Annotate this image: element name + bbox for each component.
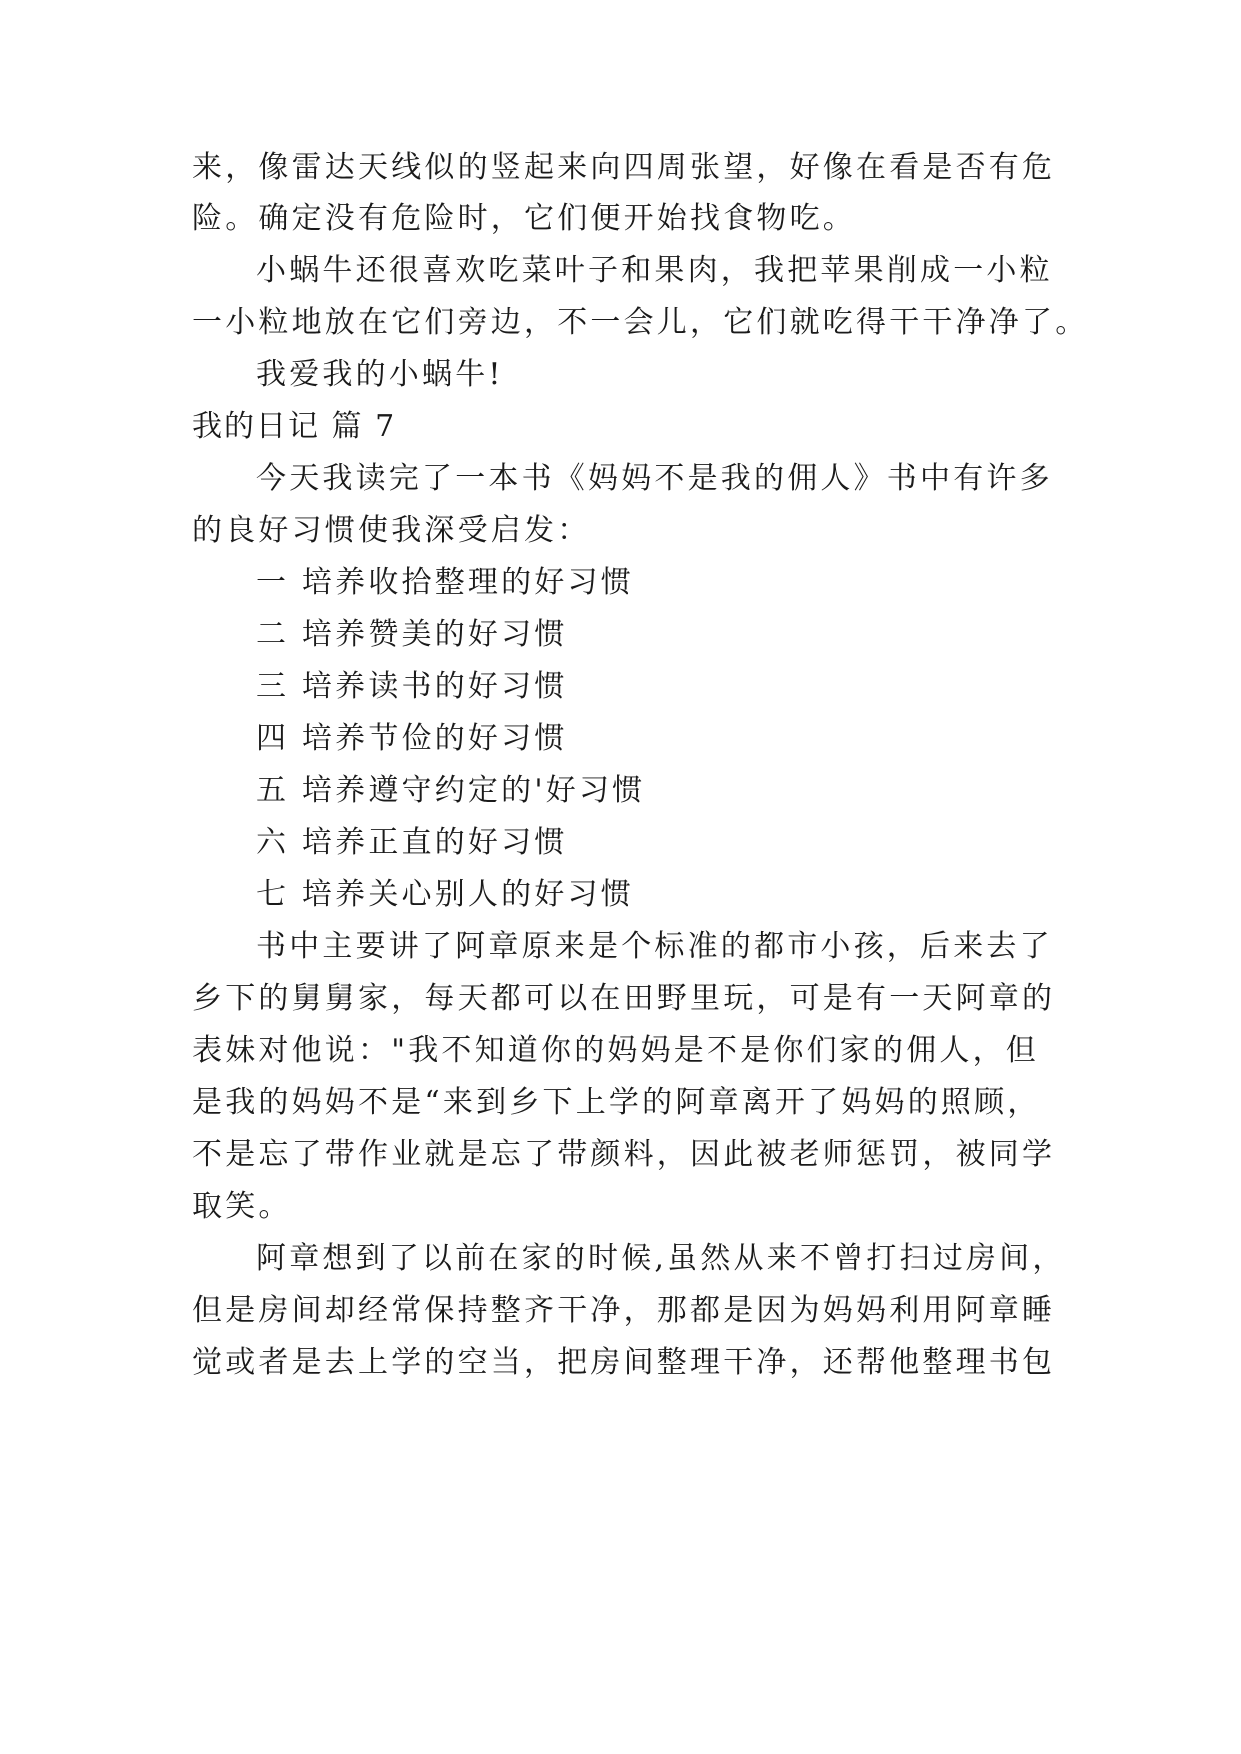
list-item: 一 培养收拾整理的好习惯 — [256, 565, 634, 600]
list-item: 六 培养正直的好习惯 — [256, 825, 568, 860]
list-item: 三 培养读书的好习惯 — [256, 669, 568, 704]
body-text-line: 但是房间却经常保持整齐干净，那都是因为妈妈利用阿章睡 — [192, 1293, 1056, 1328]
body-text-line: 觉或者是去上学的空当，把房间整理干净，还帮他整理书包 — [192, 1345, 1056, 1380]
list-item: 五 培养遵守约定的'好习惯 — [256, 773, 646, 808]
body-text-line: 乡下的舅舅家，每天都可以在田野里玩，可是有一天阿章的 — [192, 981, 1056, 1016]
body-text-line: 不是忘了带作业就是忘了带颜料，因此被老师惩罚，被同学 — [192, 1137, 1056, 1172]
paragraph-first-line: 小蜗牛还很喜欢吃菜叶子和果肉，我把苹果削成一小粒 — [256, 253, 1053, 288]
body-text-line: 取笑。 — [192, 1189, 292, 1224]
list-item: 七 培养关心别人的好习惯 — [256, 877, 634, 912]
body-text-line: 险。确定没有危险时，它们便开始找食物吃。 — [192, 201, 856, 236]
body-text-line: 来，像雷达天线似的竖起来向四周张望，好像在看是否有危 — [192, 150, 1056, 185]
list-item: 二 培养赞美的好习惯 — [256, 617, 568, 652]
list-item: 四 培养节俭的好习惯 — [256, 721, 568, 756]
body-text-line: 的良好习惯使我深受启发： — [192, 513, 591, 548]
paragraph-first-line: 我爱我的小蜗牛! — [256, 357, 504, 392]
body-text-line: 是我的妈妈不是“来到乡下上学的阿章离开了妈妈的照顾， — [192, 1085, 1041, 1120]
section-heading: 我的日记 篇 7 — [192, 409, 397, 444]
paragraph-first-line: 书中主要讲了阿章原来是个标准的都市小孩，后来去了 — [256, 929, 1053, 964]
paragraph-first-line: 今天我读完了一本书《妈妈不是我的佣人》书中有许多 — [256, 461, 1053, 496]
body-text-line: 表妹对他说："我不知道你的妈妈是不是你们家的佣人，但 — [192, 1033, 1039, 1068]
paragraph-first-line: 阿章想到了以前在家的时候,虽然从来不曾打扫过房间， — [256, 1241, 1066, 1276]
body-text-line: 一小粒地放在它们旁边，不一会儿，它们就吃得干干净净了。 — [192, 305, 1089, 340]
